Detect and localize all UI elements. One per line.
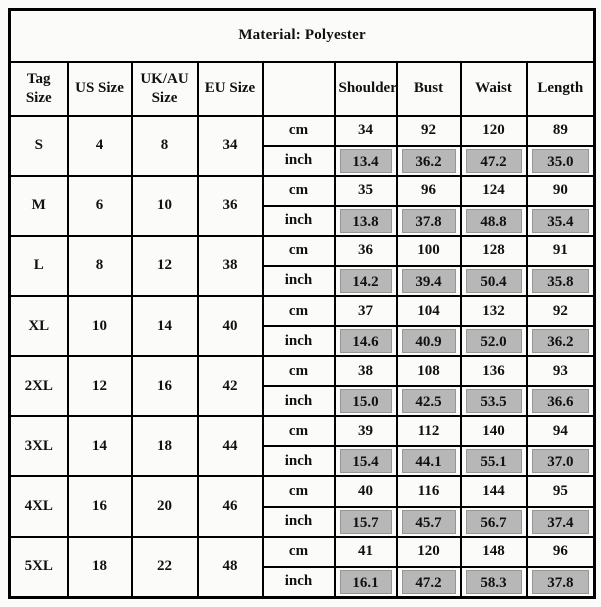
inch-value-highlight: 47.2 xyxy=(402,570,456,594)
inch-value-highlight: 37.8 xyxy=(402,209,456,233)
eu-size-cell: 46 xyxy=(198,476,263,536)
eu-size-cell: 42 xyxy=(198,356,263,416)
inch-value-highlight: 48.8 xyxy=(466,209,522,233)
inch-value-cell-waist xyxy=(461,206,527,236)
size-row-cm xyxy=(10,236,595,266)
uk-au-size-cell: 16 xyxy=(132,356,198,416)
inch-value-highlight: 53.5 xyxy=(466,389,522,413)
eu-size-cell: 38 xyxy=(198,236,263,296)
inch-value-highlight: 50.4 xyxy=(466,269,522,293)
cm-value-cell-length: 95 xyxy=(527,476,595,506)
inch-value-cell-waist xyxy=(461,567,527,598)
header-row xyxy=(10,62,595,116)
inch-value-cell-shoulder xyxy=(335,386,397,416)
inch-value-highlight: 36.6 xyxy=(532,389,590,413)
unit-cell-cm: cm xyxy=(263,236,335,266)
cm-value-cell-waist: 120 xyxy=(461,116,527,146)
cm-value-cell-bust: 100 xyxy=(397,236,461,266)
uk-au-size-cell: 22 xyxy=(132,537,198,598)
unit-cell-cm: cm xyxy=(263,176,335,206)
col-header-shoulder: Shoulder xyxy=(335,62,397,116)
us-size-cell: 14 xyxy=(68,416,132,476)
unit-cell-inch: inch xyxy=(263,146,335,176)
material-title: Material: Polyester xyxy=(10,10,595,62)
unit-cell-cm: cm xyxy=(263,476,335,506)
cm-value-cell-bust: 112 xyxy=(397,416,461,446)
inch-value-highlight: 37.0 xyxy=(532,449,590,473)
cm-value-cell-waist: 124 xyxy=(461,176,527,206)
tag-size-cell: M xyxy=(10,176,68,236)
inch-value-highlight: 15.7 xyxy=(340,510,392,534)
size-row-cm xyxy=(10,116,595,146)
eu-size-cell: 44 xyxy=(198,416,263,476)
inch-value-cell-shoulder xyxy=(335,266,397,296)
cm-value-cell-length: 90 xyxy=(527,176,595,206)
cm-value-cell-shoulder: 41 xyxy=(335,537,397,567)
cm-value-cell-shoulder: 35 xyxy=(335,176,397,206)
unit-cell-cm: cm xyxy=(263,356,335,386)
inch-value-cell-length xyxy=(527,206,595,236)
inch-value-cell-shoulder xyxy=(335,326,397,356)
us-size-cell: 8 xyxy=(68,236,132,296)
unit-cell-inch: inch xyxy=(263,507,335,537)
us-size-cell: 16 xyxy=(68,476,132,536)
title-row xyxy=(10,10,595,62)
inch-value-cell-length xyxy=(527,326,595,356)
us-size-cell: 18 xyxy=(68,537,132,598)
cm-value-cell-waist: 140 xyxy=(461,416,527,446)
unit-cell-inch: inch xyxy=(263,266,335,296)
tag-size-cell: XL xyxy=(10,296,68,356)
inch-value-highlight: 37.8 xyxy=(532,570,590,594)
cm-value-cell-length: 93 xyxy=(527,356,595,386)
unit-cell-inch: inch xyxy=(263,567,335,598)
inch-value-highlight: 35.4 xyxy=(532,209,590,233)
inch-value-highlight: 14.6 xyxy=(340,329,392,353)
unit-cell-cm: cm xyxy=(263,416,335,446)
col-header-length: Length xyxy=(527,62,595,116)
inch-value-cell-bust xyxy=(397,146,461,176)
cm-value-cell-bust: 104 xyxy=(397,296,461,326)
inch-value-cell-shoulder xyxy=(335,446,397,476)
cm-value-cell-shoulder: 34 xyxy=(335,116,397,146)
inch-value-cell-waist xyxy=(461,386,527,416)
inch-value-highlight: 14.2 xyxy=(340,269,392,293)
inch-value-cell-bust xyxy=(397,507,461,537)
inch-value-highlight: 52.0 xyxy=(466,329,522,353)
unit-cell-cm: cm xyxy=(263,296,335,326)
unit-cell-inch: inch xyxy=(263,206,335,236)
inch-value-highlight: 45.7 xyxy=(402,510,456,534)
inch-value-cell-shoulder xyxy=(335,507,397,537)
size-row-cm xyxy=(10,176,595,206)
inch-value-highlight: 37.4 xyxy=(532,510,590,534)
inch-value-cell-length xyxy=(527,146,595,176)
uk-au-size-cell: 12 xyxy=(132,236,198,296)
cm-value-cell-shoulder: 39 xyxy=(335,416,397,446)
inch-value-cell-length xyxy=(527,567,595,598)
inch-value-highlight: 36.2 xyxy=(402,149,456,173)
inch-value-cell-length xyxy=(527,386,595,416)
unit-cell-inch: inch xyxy=(263,446,335,476)
inch-value-cell-waist xyxy=(461,507,527,537)
inch-value-highlight: 42.5 xyxy=(402,389,456,413)
eu-size-cell: 34 xyxy=(198,116,263,176)
cm-value-cell-shoulder: 37 xyxy=(335,296,397,326)
inch-value-highlight: 15.0 xyxy=(340,389,392,413)
us-size-cell: 4 xyxy=(68,116,132,176)
col-header-tag-size: Tag Size xyxy=(10,62,68,116)
col-header-waist: Waist xyxy=(461,62,527,116)
tag-size-cell: 3XL xyxy=(10,416,68,476)
size-table-body xyxy=(10,116,595,598)
inch-value-cell-waist xyxy=(461,146,527,176)
size-row-cm xyxy=(10,476,595,506)
cm-value-cell-length: 91 xyxy=(527,236,595,266)
col-header-eu-size: EU Size xyxy=(198,62,263,116)
inch-value-highlight: 40.9 xyxy=(402,329,456,353)
eu-size-cell: 40 xyxy=(198,296,263,356)
cm-value-cell-length: 89 xyxy=(527,116,595,146)
us-size-cell: 10 xyxy=(68,296,132,356)
eu-size-cell: 36 xyxy=(198,176,263,236)
cm-value-cell-bust: 120 xyxy=(397,537,461,567)
size-row-cm xyxy=(10,416,595,446)
us-size-cell: 12 xyxy=(68,356,132,416)
cm-value-cell-waist: 136 xyxy=(461,356,527,386)
inch-value-cell-bust xyxy=(397,567,461,598)
cm-value-cell-waist: 132 xyxy=(461,296,527,326)
inch-value-cell-bust xyxy=(397,206,461,236)
col-header-us-size: US Size xyxy=(68,62,132,116)
unit-cell-inch: inch xyxy=(263,386,335,416)
inch-value-cell-waist xyxy=(461,266,527,296)
uk-au-size-cell: 18 xyxy=(132,416,198,476)
col-header-uk-au-size: UK/AU Size xyxy=(132,62,198,116)
us-size-cell: 6 xyxy=(68,176,132,236)
inch-value-cell-length xyxy=(527,446,595,476)
size-chart-page xyxy=(8,8,593,599)
tag-size-cell: 2XL xyxy=(10,356,68,416)
size-row-cm xyxy=(10,537,595,567)
inch-value-highlight: 13.4 xyxy=(340,149,392,173)
inch-value-cell-bust xyxy=(397,386,461,416)
cm-value-cell-waist: 128 xyxy=(461,236,527,266)
inch-value-highlight: 58.3 xyxy=(466,570,522,594)
tag-size-cell: 4XL xyxy=(10,476,68,536)
unit-cell-cm: cm xyxy=(263,116,335,146)
inch-value-cell-shoulder xyxy=(335,567,397,598)
cm-value-cell-waist: 144 xyxy=(461,476,527,506)
inch-value-highlight: 13.8 xyxy=(340,209,392,233)
eu-size-cell: 48 xyxy=(198,537,263,598)
inch-value-cell-shoulder xyxy=(335,146,397,176)
col-header-unit-blank xyxy=(263,62,335,116)
cm-value-cell-waist: 148 xyxy=(461,537,527,567)
cm-value-cell-shoulder: 38 xyxy=(335,356,397,386)
inch-value-cell-length xyxy=(527,507,595,537)
unit-cell-cm: cm xyxy=(263,537,335,567)
col-header-bust: Bust xyxy=(397,62,461,116)
inch-value-cell-bust xyxy=(397,266,461,296)
inch-value-highlight: 35.8 xyxy=(532,269,590,293)
inch-value-cell-waist xyxy=(461,446,527,476)
inch-value-cell-bust xyxy=(397,446,461,476)
inch-value-highlight: 44.1 xyxy=(402,449,456,473)
uk-au-size-cell: 8 xyxy=(132,116,198,176)
inch-value-highlight: 15.4 xyxy=(340,449,392,473)
cm-value-cell-length: 94 xyxy=(527,416,595,446)
inch-value-highlight: 36.2 xyxy=(532,329,590,353)
inch-value-highlight: 39.4 xyxy=(402,269,456,293)
unit-cell-inch: inch xyxy=(263,326,335,356)
cm-value-cell-length: 96 xyxy=(527,537,595,567)
tag-size-cell: 5XL xyxy=(10,537,68,598)
inch-value-cell-shoulder xyxy=(335,206,397,236)
uk-au-size-cell: 14 xyxy=(132,296,198,356)
inch-value-highlight: 47.2 xyxy=(466,149,522,173)
size-row-cm xyxy=(10,356,595,386)
size-chart-table xyxy=(8,8,596,599)
inch-value-cell-length xyxy=(527,266,595,296)
inch-value-highlight: 55.1 xyxy=(466,449,522,473)
inch-value-cell-waist xyxy=(461,326,527,356)
cm-value-cell-bust: 92 xyxy=(397,116,461,146)
cm-value-cell-shoulder: 40 xyxy=(335,476,397,506)
size-row-cm xyxy=(10,296,595,326)
inch-value-highlight: 16.1 xyxy=(340,570,392,594)
cm-value-cell-length: 92 xyxy=(527,296,595,326)
inch-value-highlight: 56.7 xyxy=(466,510,522,534)
uk-au-size-cell: 10 xyxy=(132,176,198,236)
tag-size-cell: L xyxy=(10,236,68,296)
inch-value-highlight: 35.0 xyxy=(532,149,590,173)
uk-au-size-cell: 20 xyxy=(132,476,198,536)
cm-value-cell-shoulder: 36 xyxy=(335,236,397,266)
tag-size-cell: S xyxy=(10,116,68,176)
cm-value-cell-bust: 96 xyxy=(397,176,461,206)
cm-value-cell-bust: 108 xyxy=(397,356,461,386)
inch-value-cell-bust xyxy=(397,326,461,356)
cm-value-cell-bust: 116 xyxy=(397,476,461,506)
